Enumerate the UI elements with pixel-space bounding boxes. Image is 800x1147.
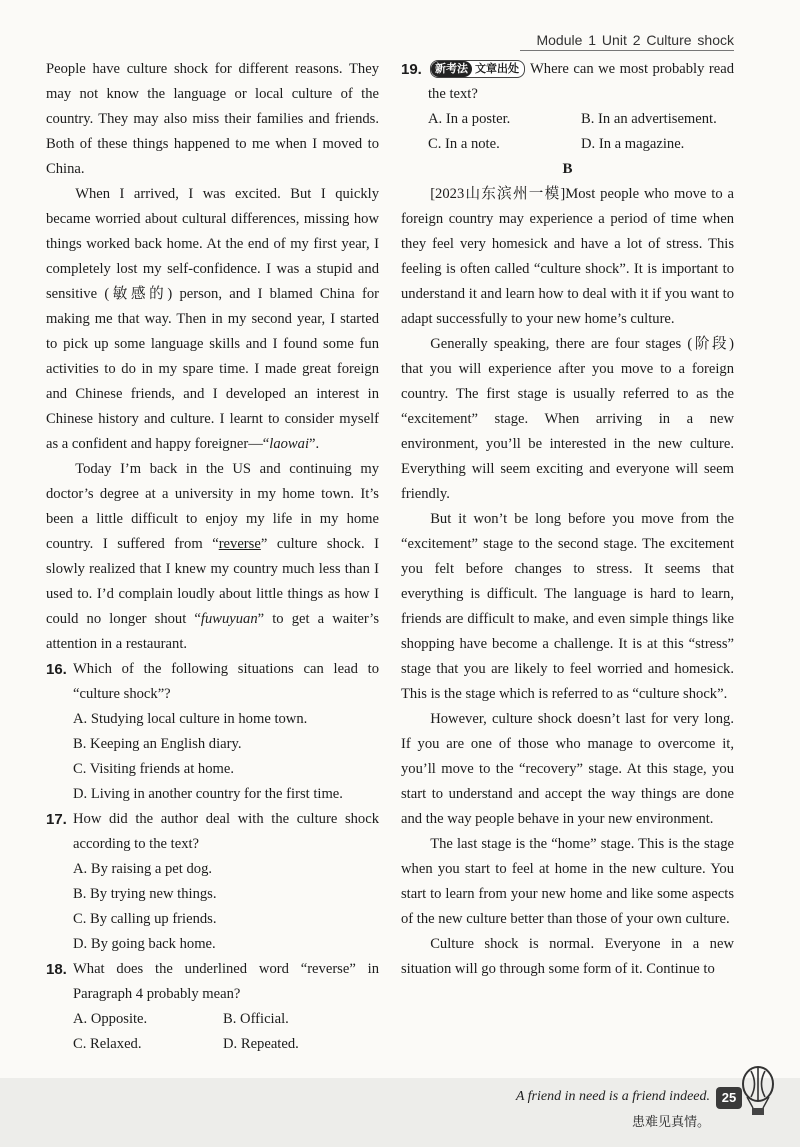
left-column [46, 57, 379, 1057]
option-b: B. By trying new things. [73, 886, 217, 902]
section-b-paragraph-4: However, culture shock doesn’t last for very long. If you are one of those who manage to overcome it, you’ll move to the “recovery” stage. At this stage, you start to understand and accept the way things are done and the way people behave in your new environment. [401, 711, 734, 827]
tag-badge: 新考法 [431, 61, 472, 77]
hot-air-balloon-icon [738, 1066, 778, 1126]
option-d: D. Repeated. [223, 1036, 299, 1052]
option-b: B. Keeping an English diary. [73, 736, 242, 752]
section-b-paragraph-5: The last stage is the “home” stage. This is the stage when you start to feel at home in the new culture. You start to learn from your new home and like some aspects of the new culture better than those of your own culture. [401, 836, 734, 927]
option-a: A. Opposite. [73, 1011, 148, 1027]
options-row-cd [401, 132, 734, 157]
option-d: D. In a magazine. [581, 136, 685, 152]
option-a: A. In a poster. [428, 111, 511, 127]
option-a: A. Studying local culture in home town. [73, 711, 308, 727]
option-b: B. In an advertisement. [581, 111, 717, 127]
tag-text: 文章出处 [475, 62, 519, 75]
page-number: 25 [716, 1087, 742, 1109]
passage-paragraph-1: People have culture shock for different reasons. They may not know the language or local culture of the country. They may also miss their families and friends. Both of these things happened to me when I moved to China. [46, 61, 379, 177]
option-c: C. Visiting friends at home. [73, 761, 234, 777]
footer-motto-chinese: 患难见真情。 [631, 1115, 710, 1130]
running-header: Module 1 Unit 2 Culture shock [520, 32, 734, 51]
question-number: 18. [46, 961, 67, 978]
option-a: A. By raising a pet dog. [73, 861, 213, 877]
options-row-ab [401, 107, 734, 132]
question-17-stem: 17. How did the author deal with the culture shock according to the text? [46, 807, 379, 857]
footer-motto-english: A friend in need is a friend indeed. [515, 1089, 710, 1104]
question-18-stem: 18. What does the underlined word “reverse” in Paragraph 4 probably mean? [46, 957, 379, 1007]
option-d: D. By going back home. [73, 936, 216, 952]
option-c: C. In a note. [428, 136, 500, 152]
question-number: 19. [401, 61, 422, 78]
question-17 [46, 807, 379, 957]
section-label-b: B [562, 161, 573, 177]
option-d: D. Living in another country for the first time. [73, 786, 343, 802]
section-b-paragraph-6: Culture shock is normal. Everyone in a new situation will go through some form of it. Continue to [401, 936, 734, 977]
question-number: 17. [46, 811, 67, 828]
question-number: 16. [46, 661, 67, 678]
options-row-cd [46, 1032, 379, 1057]
right-column [401, 57, 734, 982]
passage-paragraph-2: When I arrived, I was excited. But I quickly became worried about cultural differences, missing how things worked back home. At the end of my first year, I completely lost my self-confidence. I was a stupid and sensitive (敏感的) person, and I blamed China for making me that way. Then in my second year, I started to pick up some language skills and I found some fun activities to do in my spare time. I made great foreign and Chinese friends, and I developed an interest in Chinese history and culture. I learnt to consider myself as a confident and happy foreigner—“laowai”. [46, 186, 379, 452]
question-16-stem: 16. Which of the following situations can lead to “culture shock”? [46, 657, 379, 707]
section-b-paragraph-3: But it won’t be long before you move from the “excitement” stage to the second stage. The excitement you felt before changes to stress. It seems that everything is difficult. The language is hard to learn, friends are difficult to make, and even simple things like shopping have become a challenge. It is at this “stress” stage that you are likely to feel worried and homesick. This is the stage which is referred to as “culture shock”. [401, 511, 734, 702]
source-citation: [2023山东滨州一模] [430, 186, 566, 202]
section-b-paragraph-2: Generally speaking, there are four stages (阶段) that you will experience after you move to a foreign country. The first stage is usually referred to as the “excitement” stage. When arriving in a new environment, you’ll be interested in the new culture. Everything will seem exciting and everyone will seem friendly. [401, 336, 734, 502]
underlined-word-reverse: reverse [218, 536, 261, 552]
option-c: C. Relaxed. [73, 1036, 142, 1052]
question-19 [401, 57, 734, 157]
question-18 [46, 957, 379, 1057]
section-b-paragraph-1: [2023山东滨州一模]Most people who move to a foreign country may experience a period of time when they feel very homesick and have a lot of stress. This feeling is often called “culture shock”. It is important to understand it and learn how to deal with it if you want to adapt successfully to your new home’s culture. [401, 186, 734, 327]
new-exam-method-tag [430, 60, 525, 78]
passage-paragraph-3: Today I’m back in the US and continuing my doctor’s degree at a university in my home town. It’s been a little difficult to enjoy my life in my home country. I suffered from “reverse” culture shock. I slowly realized that I knew my country much less than I used to. I’d complain loudly about little things as how I could no longer shout “fuwuyuan” to get a waiter’s attention in a restaurant. [46, 461, 380, 652]
option-b: B. Official. [223, 1011, 289, 1027]
options-row-ab [46, 1007, 379, 1032]
option-c: C. By calling up friends. [73, 911, 217, 927]
question-16 [46, 657, 379, 807]
question-19-stem: 19. 新考法 文章出处 Where can we most probably read the text? [401, 57, 734, 107]
